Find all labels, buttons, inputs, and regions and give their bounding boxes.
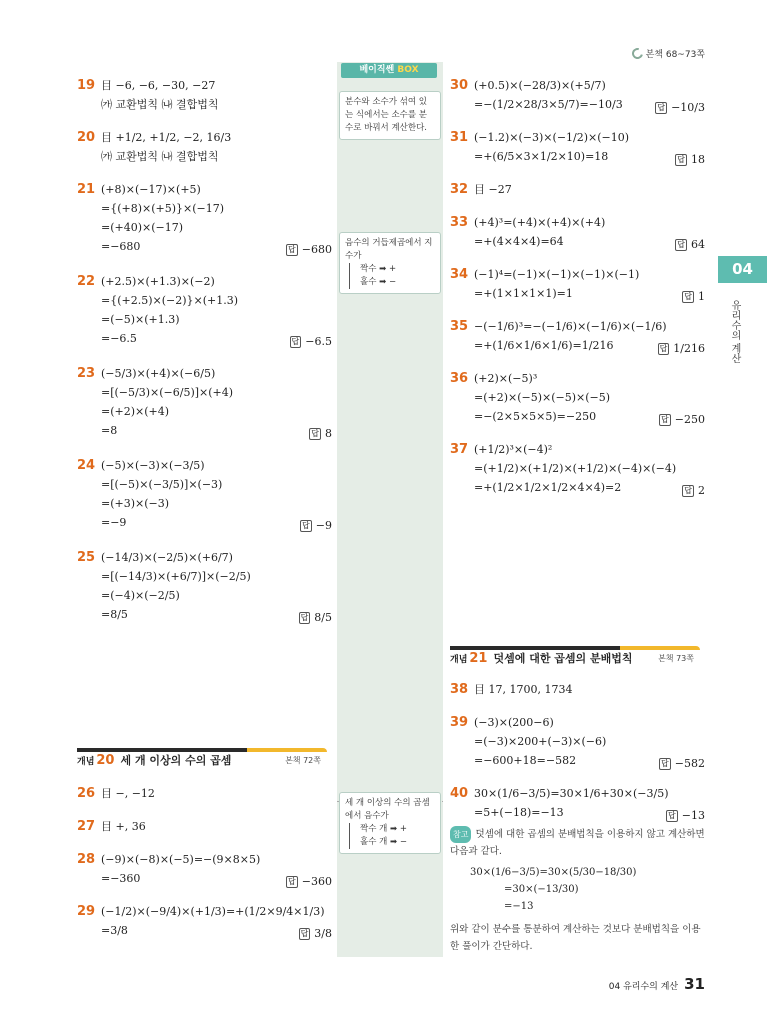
solution-line: =5+(−18)=−13 (474, 806, 564, 819)
left-solutions (77, 76, 332, 640)
solution-line: 目 17, 1700, 1734 (474, 683, 573, 696)
solution-line: =+(6/5×3×1/2×10)=18 (474, 150, 609, 163)
right-solutions-2 (450, 680, 705, 828)
solution-line: ㈎ 교환법칙 ㈏ 결합법칙 (101, 98, 219, 111)
page-footer: 04 유리수의 계산 31 (608, 975, 705, 993)
problem-33 (450, 213, 705, 251)
answer: 답 3/8 (300, 927, 332, 940)
solution-line: =+(1/6×1/6×1/6)=1/216 (474, 339, 614, 352)
answer: 답 −582 (661, 757, 705, 770)
solution-line: =(+2)×(−5)×(−5)×(−5) (474, 391, 611, 404)
answer: 답 −6.5 (291, 335, 332, 348)
answer-icon: 답 (659, 344, 668, 353)
note-40: 참고 덧셈에 대한 곱셈의 분배법칙을 이용하지 않고 계산하면 다음과 같다. 30×(1/6−3/5)=30×(5/30−18/30) =30×(−13/30) =−13 위와 같이 분수를 통분하여 계산하는 것보다 분배법칙을 이용한 풀이가 간단하다. (450, 826, 705, 955)
solution-line: =−600+18=−582 (474, 754, 577, 767)
solution-line: =(−4)×(−2/5) (101, 589, 180, 602)
answer: 답 −9 (302, 519, 332, 532)
problem-24 (77, 456, 332, 532)
tip-even: 짝수 개 ➡ + (360, 824, 407, 834)
solution-line: =(+1/2)×(+1/2)×(+1/2)×(−4)×(−4) (474, 462, 677, 475)
answer-icon: 답 (291, 337, 300, 346)
answer: 답 1 (684, 290, 705, 303)
answer: 답 1/216 (659, 342, 705, 355)
problem-number: 28 (77, 852, 96, 867)
answer-icon: 답 (677, 240, 685, 249)
problem-32 (450, 180, 705, 199)
solution-line: (−5/3)×(+4)×(−6/5) (101, 367, 216, 380)
problem-number: 36 (450, 371, 469, 386)
answer: 답 2 (684, 484, 705, 497)
problem-19 (77, 76, 332, 114)
chapter-vertical-title: 유리수의 계산 (729, 300, 740, 364)
solution-line: (+8)×(−17)×(+5) (101, 183, 201, 196)
answer-icon: 답 (300, 929, 309, 938)
solution-line: =−(2×5×5×5)=−250 (474, 410, 597, 423)
solution-line: (−1/2)×(−9/4)×(+1/3)=+(1/2×9/4×1/3) (101, 905, 325, 918)
solution-line: (−1)⁴=(−1)×(−1)×(−1)×(−1) (474, 268, 640, 281)
problem-20 (77, 128, 332, 166)
solution-line: (−3)×(200−6) (474, 716, 554, 729)
check-icon (630, 46, 645, 61)
problem-25 (77, 548, 332, 624)
problem-number: 35 (450, 319, 469, 334)
answer-icon: 답 (677, 155, 685, 164)
tip-negative-power: 음수의 거듭제곱에서 지수가 짝수 ➡ + 홀수 ➡ − (339, 232, 441, 294)
solution-line: 30×(1/6−3/5)=30×1/6+30×(−3/5) (474, 787, 669, 800)
solution-line: (+2)×(−5)³ (474, 372, 538, 385)
solution-line: (+4)³=(+4)×(+4)×(+4) (474, 216, 606, 229)
solution-line: ={(+8)×(+5)}×(−17) (101, 202, 225, 215)
problem-number: 40 (450, 786, 469, 801)
solution-line: (+1/2)³×(−4)² (474, 443, 553, 456)
solution-line: =+(4×4×4)=64 (474, 235, 564, 248)
right-solutions (450, 76, 705, 509)
solution-line: =−9 (101, 516, 127, 529)
problem-number: 34 (450, 267, 469, 282)
solution-line: 目 −6, −6, −30, −27 (101, 79, 216, 92)
note-badge: 참고 (450, 826, 471, 843)
answer: 답 8 (311, 427, 332, 440)
solution-line: =[(−5)×(−3/5)]×(−3) (101, 478, 223, 491)
problem-31 (450, 128, 705, 166)
solution-line: 目 +, 36 (101, 820, 146, 833)
answer: 답 −13 (668, 809, 705, 822)
problem-number: 33 (450, 215, 469, 230)
note-calc-line: 30×(1/6−3/5)=30×(5/30−18/30) (470, 867, 637, 878)
problem-number: 23 (77, 366, 96, 381)
problem-26 (77, 784, 332, 803)
problem-29 (77, 902, 332, 940)
solution-line: =−360 (101, 872, 141, 885)
problem-number: 27 (77, 819, 96, 834)
solution-line: (+0.5)×(−28/3)×(+5/7) (474, 79, 606, 92)
basic-box-tag: 베이직쎈 BOX (341, 63, 437, 78)
answer: 답 −250 (661, 413, 705, 426)
tip-three-products: 세 개 이상의 수의 곱셈에서 음수가 짝수 개 ➡ + 홀수 개 ➡ − (339, 792, 441, 854)
section-21-header: 개념 21 덧셈에 대한 곱셈의 분배법칙 본책 73쪽 (450, 650, 700, 670)
solution-line: ㈎ 교환법칙 ㈏ 결합법칙 (101, 150, 219, 163)
problem-number: 26 (77, 786, 96, 801)
solution-line: =(+2)×(+4) (101, 405, 170, 418)
answer: 답 8/5 (300, 611, 332, 624)
problem-number: 24 (77, 458, 96, 473)
problem-number: 19 (77, 78, 96, 93)
problem-38 (450, 680, 705, 699)
solution-line: (−1.2)×(−3)×(−1/2)×(−10) (474, 131, 630, 144)
solution-line: =+(1/2×1/2×1/2×4×4)=2 (474, 481, 622, 494)
problem-35 (450, 317, 705, 355)
problem-number: 37 (450, 442, 469, 457)
answer: 답 −680 (288, 243, 332, 256)
solution-line: (−9)×(−8)×(−5)=−(9×8×5) (101, 853, 261, 866)
problem-number: 30 (450, 78, 469, 93)
problem-number: 21 (77, 182, 96, 197)
problem-22 (77, 272, 332, 348)
answer: 답 18 (677, 153, 705, 166)
chapter-tab[interactable]: 04 (718, 256, 767, 283)
solution-line: =(−3)×200+(−3)×(−6) (474, 735, 607, 748)
solution-line: 目 −27 (474, 183, 512, 196)
problem-number: 29 (77, 904, 96, 919)
answer: 답 −10/3 (657, 101, 705, 114)
solution-line: =−(1/2×28/3×5/7)=−10/3 (474, 98, 623, 111)
problem-28 (77, 850, 332, 888)
tip-fraction-decimal: 분수와 소수가 섞여 있는 식에서는 소수를 분수로 바꿔서 계산한다. (339, 91, 441, 140)
solution-line: =(+40)×(−17) (101, 221, 184, 234)
answer-icon: 답 (300, 613, 309, 622)
answer-icon: 답 (661, 759, 669, 768)
section-20-header: 개념 20 세 개 이상의 수의 곱셈 본책 72쪽 (77, 752, 327, 772)
page-reference: 본책 68~73쪽 (632, 47, 705, 60)
answer-icon: 답 (661, 415, 669, 424)
solution-line: =[(−5/3)×(−6/5)]×(+4) (101, 386, 234, 399)
section-ref: 본책 73쪽 (658, 654, 694, 663)
solution-line: =8/5 (101, 608, 128, 621)
problem-number: 32 (450, 182, 469, 197)
answer: 답 64 (677, 238, 705, 251)
problem-37 (450, 440, 705, 497)
solution-line: ={(+2.5)×(−2)}×(+1.3) (101, 294, 239, 307)
problem-number: 38 (450, 682, 469, 697)
problem-number: 20 (77, 130, 96, 145)
answer-icon: 답 (657, 103, 666, 112)
solution-line: =−6.5 (101, 332, 137, 345)
answer-icon: 답 (684, 486, 692, 495)
problem-36 (450, 369, 705, 426)
section-ref: 본책 72쪽 (285, 756, 321, 765)
problem-23 (77, 364, 332, 440)
problem-21 (77, 180, 332, 256)
problem-30 (450, 76, 705, 114)
solution-line: 目 +1/2, +1/2, −2, 16/3 (101, 131, 232, 144)
answer: 답 −360 (288, 875, 332, 888)
solution-line: =(−5)×(+1.3) (101, 313, 180, 326)
solution-line: =[(−14/3)×(+6/7)]×(−2/5) (101, 570, 251, 583)
solution-line: (+2.5)×(+1.3)×(−2) (101, 275, 215, 288)
problem-27 (77, 817, 332, 836)
solution-line: −(−1/6)³=−(−1/6)×(−1/6)×(−1/6) (474, 320, 667, 333)
solution-line: =(+3)×(−3) (101, 497, 170, 510)
answer-icon: 답 (311, 429, 319, 438)
problem-number: 22 (77, 274, 96, 289)
solution-line: =8 (101, 424, 118, 437)
tip-even: 짝수 ➡ + (360, 264, 397, 274)
problem-40 (450, 784, 705, 822)
left-solutions-2 (77, 784, 332, 950)
solution-line: (−5)×(−3)×(−3/5) (101, 459, 205, 472)
solution-line: (−14/3)×(−2/5)×(+6/7) (101, 551, 233, 564)
tip-odd: 홀수 개 ➡ − (360, 837, 407, 847)
answer-icon: 답 (288, 877, 296, 886)
page-number: 31 (684, 975, 705, 993)
note-calc-line: =−13 (504, 901, 534, 912)
solution-line: =3/8 (101, 924, 128, 937)
solution-line: =−680 (101, 240, 141, 253)
answer-icon: 답 (668, 811, 676, 820)
solution-line: =+(1×1×1×1)=1 (474, 287, 573, 300)
problem-39 (450, 713, 705, 770)
answer-icon: 답 (288, 245, 296, 254)
answer-icon: 답 (302, 521, 310, 530)
problem-number: 31 (450, 130, 469, 145)
solution-line: 目 −, −12 (101, 787, 155, 800)
problem-number: 25 (77, 550, 96, 565)
problem-number: 39 (450, 715, 469, 730)
problem-34 (450, 265, 705, 303)
answer-icon: 답 (684, 292, 692, 301)
note-calc-line: =30×(−13/30) (504, 884, 579, 895)
tip-odd: 홀수 ➡ − (360, 277, 397, 287)
